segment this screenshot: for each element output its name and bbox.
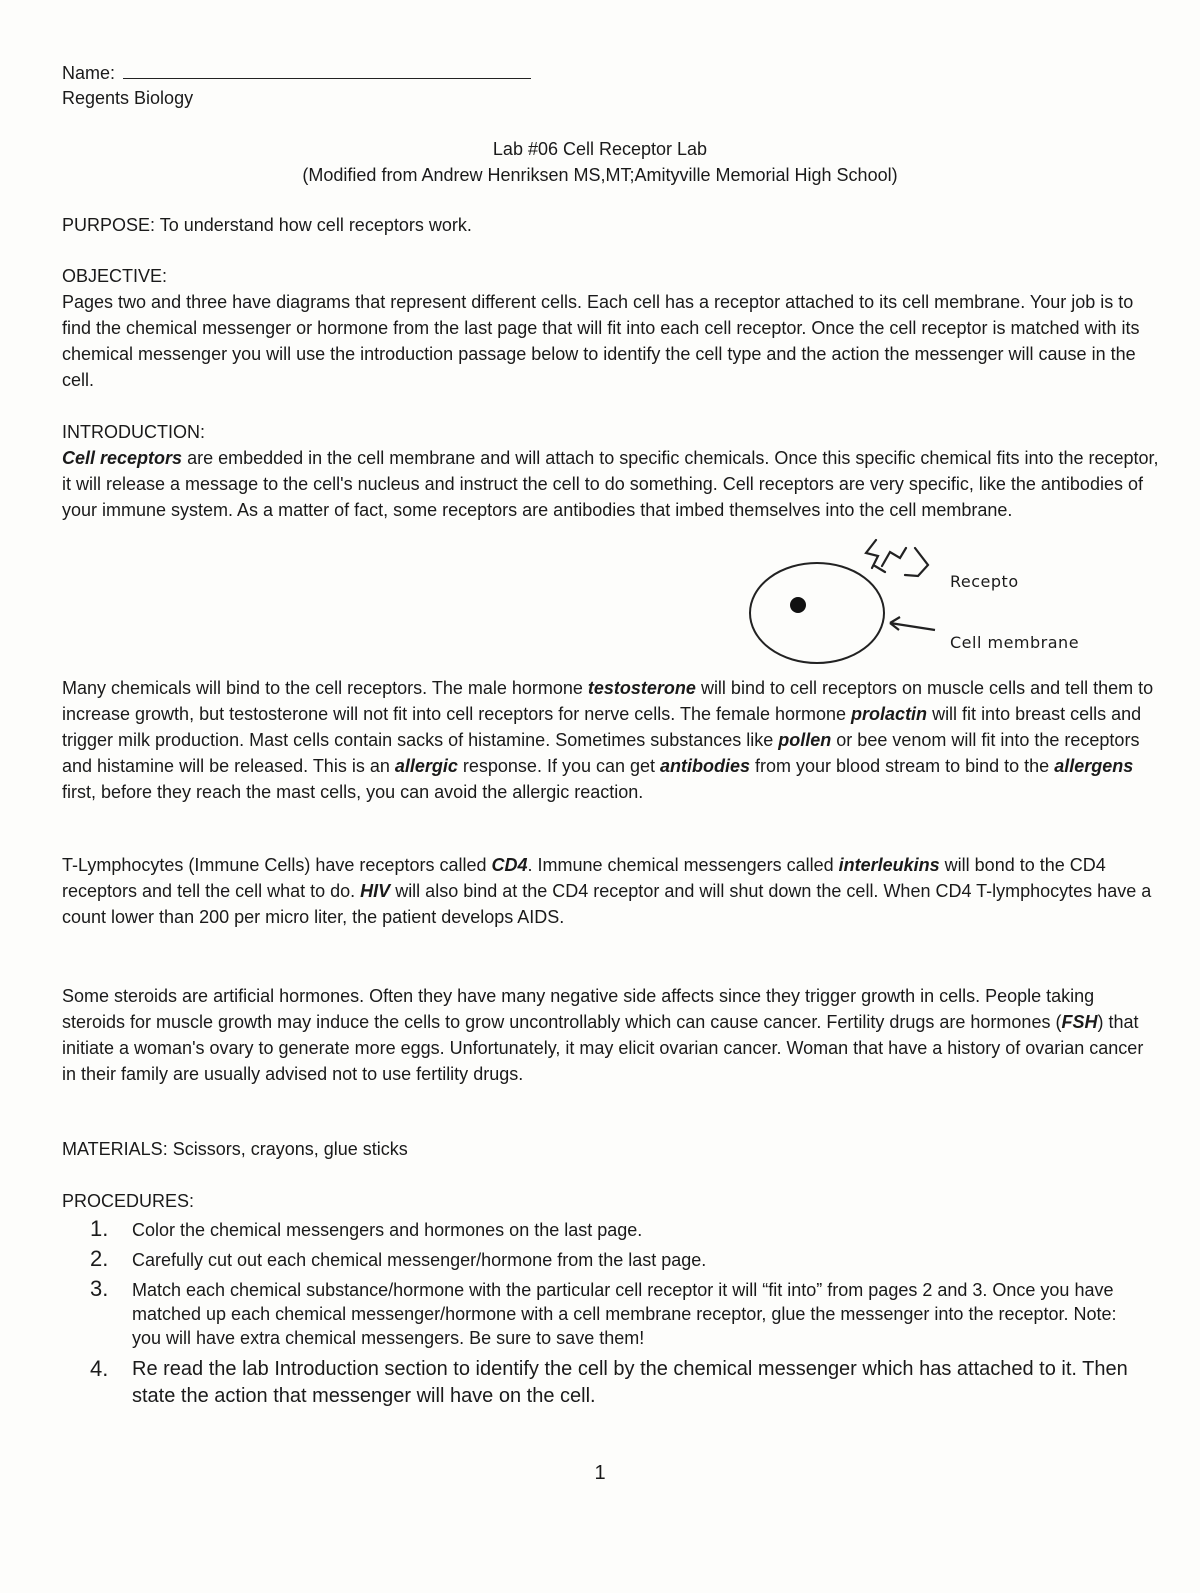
procedure-step-number: 2. <box>90 1246 109 1271</box>
materials: MATERIALS: Scissors, crayons, glue sticks <box>62 1139 408 1159</box>
procedure-step-text: Color the chemical messengers and hormones on the last page. <box>132 1220 643 1240</box>
procedures-list <box>90 1218 1150 1416</box>
steroids-paragraph: Some steroids are artificial hormones. Often they have many negative side affects since they trigger growth in cells. People taking steroids for muscle growth may induce the cells to grow uncontrollably which can cause cancer. Fertility drugs are hormones (FSH) that initiate a woman's ovary to generate more eggs. Unfortunately, it may elicit ovarian cancer. Woman that have a history of ovarian cancer in their family are usually advised not to use fertility drugs. <box>62 986 1144 1084</box>
term-cell-receptors: Cell receptors <box>62 448 183 468</box>
procedure-step <box>90 1248 1150 1272</box>
membrane-label: Cell membrane <box>950 633 1080 652</box>
cell-receptor-diagram <box>0 0 1200 700</box>
procedure-step-text: Match each chemical substance/hormone with the particular cell receptor it will “fit into” from pages 2 and 3. Once you have matched up each chemical messenger/hormone with a cell membrane receptor, glue the messenger into the receptor. Note: you will have extra chemical messengers. Be sure to save them! <box>132 1280 1117 1348</box>
lab-subtitle: (Modified from Andrew Henriksen MS,MT;Amityville Memorial High School) <box>302 165 898 185</box>
procedure-step-number: 4. <box>90 1356 109 1381</box>
objective-text: Pages two and three have diagrams that represent different cells. Each cell has a receptor attached to its cell membrane. Your job is to find the chemical messenger or hormone from the last page that will fit into each cell receptor. Once the cell receptor is matched with its chemical messenger you will use the introduction passage below to identify the cell type and the action the messenger will cause in the cell. <box>62 292 1140 390</box>
procedures-heading: PROCEDURES: <box>62 1191 195 1211</box>
lymphocytes-paragraph: T-Lymphocytes (Immune Cells) have receptors called CD4. Immune chemical messengers called interleukins will bond to the CD4 receptors and tell the cell what to do. HIV will also bind at the CD4 receptor and will shut down the cell. When CD4 T-lymphocytes have a count lower than 200 per micro liter, the patient develops AIDS. <box>62 855 1152 927</box>
term-antibodies: antibodies <box>660 756 751 776</box>
receptor-drawing <box>866 540 928 576</box>
hormones-paragraph: Many chemicals will bind to the cell receptors. The male hormone testosterone will bind to cell receptors on muscle cells and tell them to increase growth, but testosterone will not fit into cell receptors for nerve cells. The female hormone prolactin will fit into breast cells and trigger milk production. Mast cells contain sacks of histamine. Sometimes substances like pollen or bee venom will fit into the receptors and histamine will be released. This is an allergic response. If you can get antibodies from your blood stream to bind to the allergens first, before they reach the mast cells, you can avoid the allergic reaction. <box>62 678 1154 802</box>
procedure-step-text: Carefully cut out each chemical messenger/hormone from the last page. <box>132 1250 707 1270</box>
introduction-body: are embedded in the cell membrane and will attach to specific chemicals. Once this specific chemical fits into the receptor, it will release a message to the cell's nucleus and instruct the cell to do something. Cell receptors are very specific, like the antibodies of your immune system. As a matter of fact, some receptors are antibodies that imbed themselves into the cell membrane. <box>62 448 1159 520</box>
objective-heading: OBJECTIVE: <box>62 266 168 286</box>
procedure-step-text: Re read the lab Introduction section to identify the cell by the chemical messenger which has attached to it. Then state the action that messenger will have on the cell. <box>132 1358 1128 1407</box>
name-label: Name: <box>62 63 116 83</box>
term-allergic: allergic <box>394 756 458 776</box>
term-testosterone: testosterone <box>587 678 696 698</box>
procedure-step-number: 3. <box>90 1276 109 1301</box>
term-interleukins: interleukins <box>838 855 940 875</box>
procedure-step-number: 1. <box>90 1216 109 1241</box>
cell-nucleus <box>790 597 806 613</box>
procedure-step <box>90 1278 1150 1350</box>
introduction-heading: INTRODUCTION: <box>62 422 205 442</box>
procedure-step <box>90 1218 1150 1242</box>
receptor-label: Recepto <box>950 572 1019 591</box>
procedure-step <box>90 1356 1150 1410</box>
term-hiv: HIV <box>360 881 391 901</box>
term-fsh: FSH <box>1061 1012 1098 1032</box>
lab-title: Lab #06 Cell Receptor Lab <box>492 139 708 159</box>
course-name: Regents Biology <box>62 88 194 108</box>
term-pollen: pollen <box>778 730 832 750</box>
term-allergens: allergens <box>1054 756 1134 776</box>
term-cd4: CD4 <box>491 855 528 875</box>
page-number: 1 <box>594 1462 606 1484</box>
cell-membrane-outline <box>750 563 884 663</box>
purpose: PURPOSE: To understand how cell receptors work. <box>62 215 472 235</box>
term-prolactin: prolactin <box>851 704 928 724</box>
